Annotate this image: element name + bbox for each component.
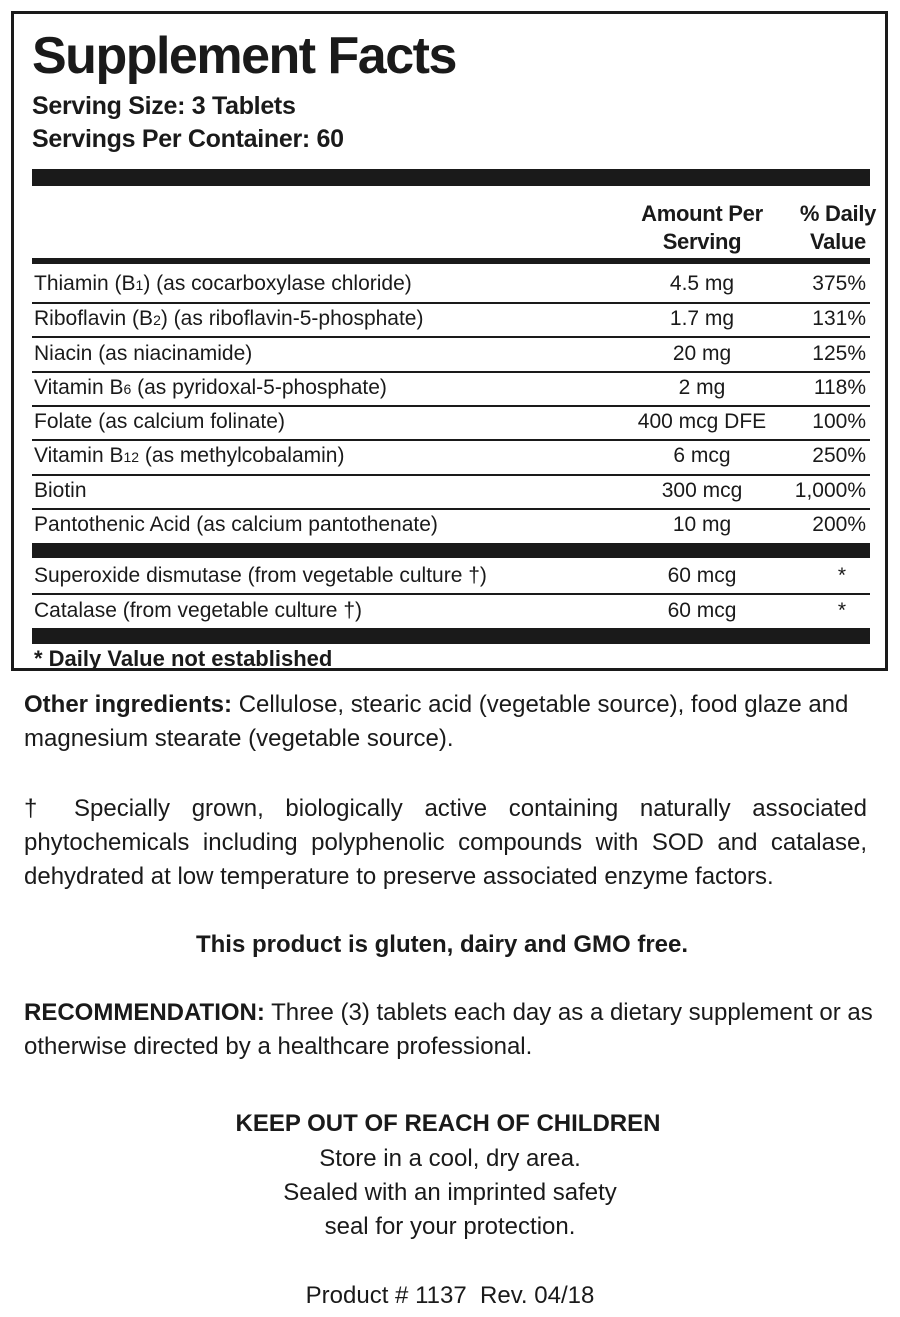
nutrient-amount: 20 mg	[672, 342, 732, 365]
nutrient-daily-value: 125%	[812, 342, 866, 365]
warning-heading: KEEP OUT OF REACH OF CHILDREN	[235, 1110, 661, 1137]
nutrient-name: Riboflavin (B2) (as riboflavin-5-phosphate)	[34, 307, 424, 330]
divider-bar-bottom	[32, 628, 870, 644]
other-ingredient-amount: 60 mcg	[667, 564, 737, 587]
panel-title: Supplement Facts	[32, 27, 456, 85]
recommendation-paragraph	[24, 996, 874, 1064]
nutrient-name: Niacin (as niacinamide)	[34, 342, 253, 365]
nutrient-amount: 2 mg	[678, 376, 726, 399]
nutrient-name: Vitamin B6 (as pyridoxal-5-phosphate)	[34, 376, 387, 399]
other-ingredient-row	[32, 594, 870, 628]
servings-per-container: Servings Per Container: 60	[32, 125, 344, 153]
recommendation-label: RECOMMENDATION:	[24, 999, 265, 1026]
column-header-amount	[628, 200, 776, 256]
nutrient-amount: 4.5 mg	[669, 272, 735, 295]
nutrient-row	[32, 405, 870, 439]
other-ingredients-label: Other ingredients:	[24, 691, 233, 718]
divider-bar-middle	[32, 543, 870, 558]
nutrient-amount: 400 mcg DFE	[637, 410, 767, 433]
recommendation-text: Three (3) tablets each day as a dietary supplement or as otherwise directed by a healthcare professional.	[24, 999, 873, 1060]
product-number: Product # 1137 Rev. 04/18	[305, 1282, 595, 1309]
nutrient-row	[32, 508, 870, 542]
nutrient-amount: 1.7 mg	[669, 307, 735, 330]
nutrient-name: Pantothenic Acid (as calcium pantothenate)	[34, 513, 438, 536]
seal-line-1: Sealed with an imprinted safety	[283, 1179, 617, 1206]
seal-line-2: seal for your protection.	[324, 1213, 576, 1240]
nutrient-daily-value: 100%	[812, 410, 866, 433]
other-ingredient-amount: 60 mcg	[667, 599, 737, 622]
column-header-amount-line1: Amount Per	[641, 201, 763, 226]
nutrient-amount: 10 mg	[672, 513, 732, 536]
column-header-dv-line2: Value	[810, 229, 866, 254]
nutrient-daily-value: 250%	[812, 444, 866, 467]
other-ingredients-paragraph	[24, 688, 867, 756]
nutrient-daily-value: 131%	[812, 307, 866, 330]
divider-bar-top	[32, 169, 870, 186]
nutrient-daily-value: 118%	[813, 376, 866, 399]
nutrient-daily-value: 375%	[812, 272, 866, 295]
column-header-amount-line2: Serving	[662, 229, 742, 254]
serving-size: Serving Size: 3 Tablets	[32, 92, 296, 120]
nutrient-name: Vitamin B12 (as methylcobalamin)	[34, 444, 345, 467]
nutrient-row	[32, 439, 870, 473]
nutrient-row	[32, 474, 870, 508]
other-ingredient-name: Superoxide dismutase (from vegetable culture †)	[34, 564, 487, 587]
supplement-facts-panel	[11, 11, 888, 671]
nutrient-row	[32, 267, 870, 301]
nutrient-name: Thiamin (B1) (as cocarboxylase chloride)	[34, 272, 412, 295]
storage-line: Store in a cool, dry area.	[319, 1145, 581, 1172]
nutrient-daily-value: 200%	[812, 513, 866, 536]
column-header-daily-value	[788, 200, 888, 256]
nutrient-amount: 6 mcg	[673, 444, 731, 467]
nutrient-row	[32, 371, 870, 405]
column-header-dv-line1: % Daily	[799, 201, 877, 226]
nutrient-daily-value: 1,000%	[794, 479, 866, 502]
nutrient-row	[32, 302, 870, 336]
nutrient-amount: 300 mcg	[661, 479, 743, 502]
other-ingredient-daily-value: *	[837, 599, 846, 622]
divider-bar-header	[32, 258, 870, 264]
other-ingredient-name: Catalase (from vegetable culture †)	[34, 599, 362, 622]
other-ingredients-text: Cellulose, stearic acid (vegetable source), food glaze and magnesium stearate (vegetable source).	[24, 691, 849, 752]
allergen-statement: This product is gluten, dairy and GMO free.	[195, 931, 689, 958]
daily-value-footnote: * Daily Value not established	[34, 646, 333, 671]
dagger-note-paragraph: † Specially grown, biologically active containing naturally associated phytochemicals including polyphenolic compounds with SOD and catalase, dehydrated at low temperature to preserve associated enzyme factors.	[24, 795, 867, 890]
other-ingredient-daily-value: *	[837, 564, 846, 587]
other-ingredient-row	[32, 559, 870, 593]
nutrient-row	[32, 337, 870, 371]
nutrient-name: Folate (as calcium folinate)	[34, 410, 285, 433]
nutrient-name: Biotin	[34, 479, 87, 502]
